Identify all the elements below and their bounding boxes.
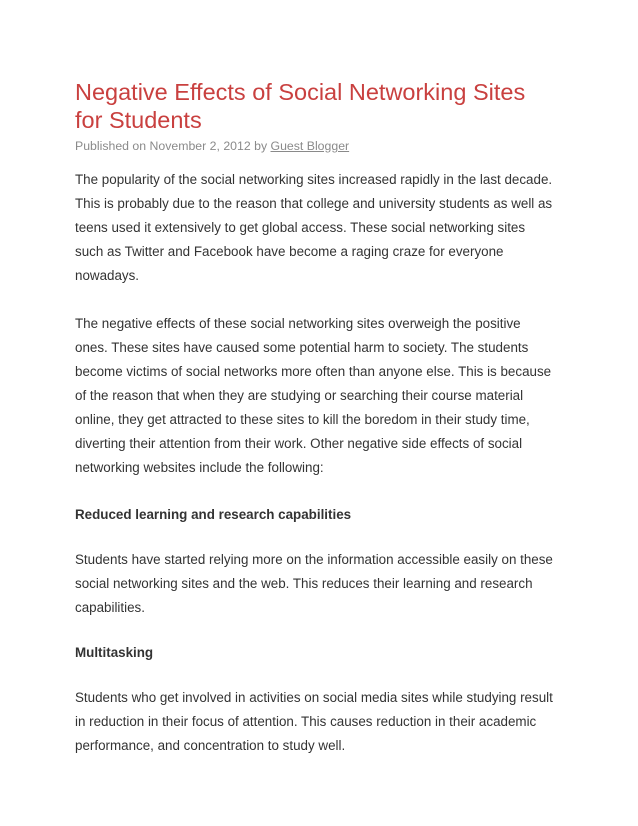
paragraph-1: [75, 168, 575, 288]
text-line: The negative effects of these social networking sites overweigh the positive: [75, 316, 521, 331]
text-line: Students have started relying more on the information accessible easily on these: [75, 552, 553, 567]
paragraph-4: [75, 686, 575, 758]
text-line: such as Twitter and Facebook have become a raging craze for everyone: [75, 244, 504, 259]
text-line: of the reason that when they are studying or searching their course material: [75, 388, 524, 403]
text-line: This is probably due to the reason that college and university students as well as: [75, 196, 553, 211]
paragraph-2: [75, 312, 575, 480]
text-line: ones. These sites have caused some potential harm to society. The students: [75, 340, 529, 355]
text-line: performance, and concentration to study well.: [75, 738, 346, 753]
author-link[interactable]: Guest Blogger: [270, 139, 350, 153]
text-line: The popularity of the social networking sites increased rapidly in the last decade.: [75, 172, 553, 187]
text-line: social networking sites and the web. This reduces their learning and research: [75, 576, 533, 591]
title-line: for Students: [75, 107, 202, 133]
section-heading-reduced-learning: Reduced learning and research capabilities: [75, 507, 352, 522]
text-line: online, they get attracted to these sites to kill the boredom in their study time,: [75, 412, 530, 427]
article-title: [75, 78, 575, 134]
title-line: Negative Effects of Social Networking Sites: [75, 79, 526, 105]
text-line: teens used it extensively to get global access. These social networking sites: [75, 220, 526, 235]
section-heading-multitasking: Multitasking: [75, 645, 154, 660]
text-line: diverting their attention from their work. Other negative side effects of social: [75, 436, 523, 451]
text-line: nowadays.: [75, 268, 140, 283]
text-line: networking websites include the following:: [75, 460, 324, 475]
published-text: Published on November 2, 2012 by: [75, 139, 271, 153]
text-line: capabilities.: [75, 600, 145, 615]
text-line: in reduction in their focus of attention. This causes reduction in their academic: [75, 714, 537, 729]
paragraph-3: [75, 548, 575, 620]
text-line: become victims of social networks more often than anyone else. This is because: [75, 364, 552, 379]
text-line: Students who get involved in activities on social media sites while studying result: [75, 690, 553, 705]
article: [75, 78, 575, 758]
article-meta: [75, 138, 575, 154]
